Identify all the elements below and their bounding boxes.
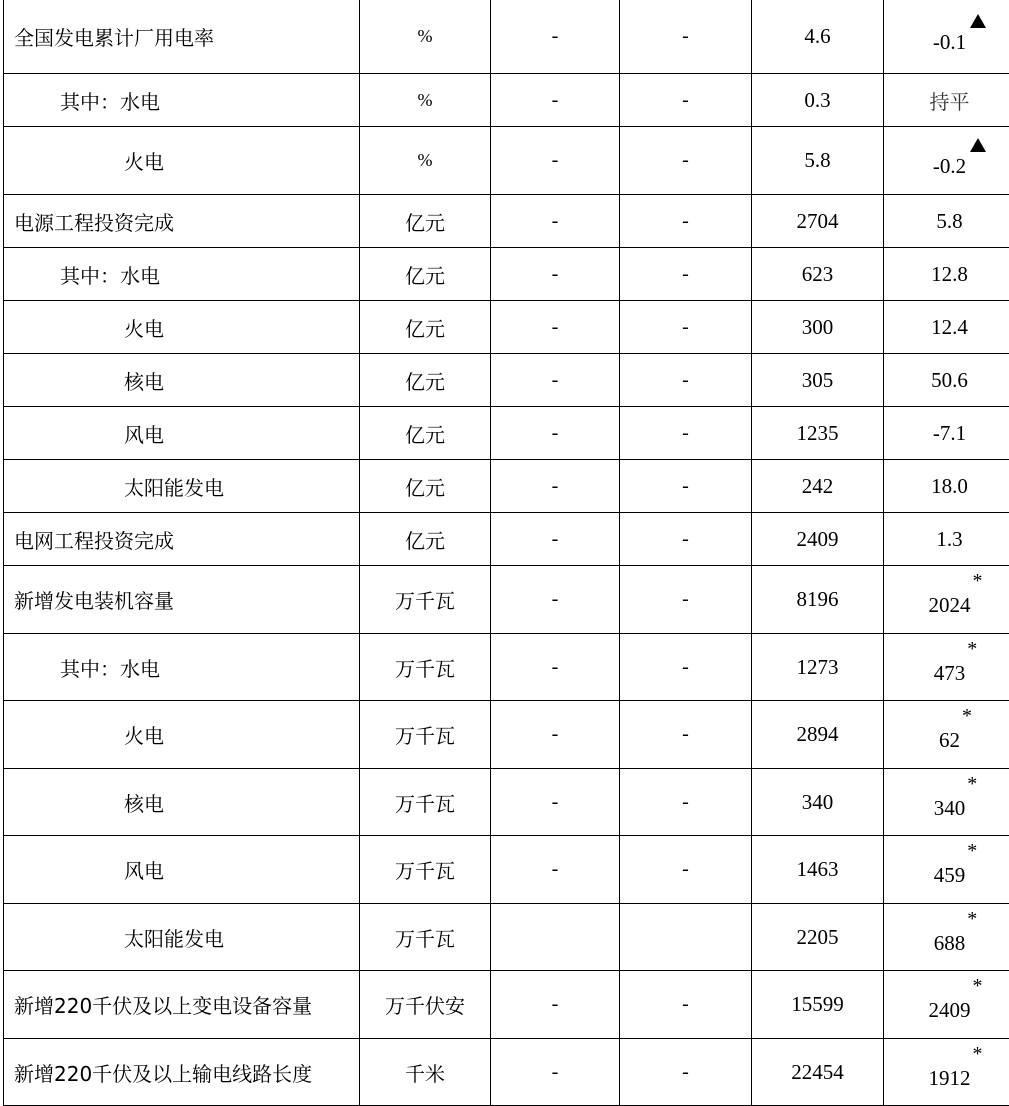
value-cell-2: - [620,127,752,195]
value-cell-1: - [491,354,620,407]
table-row [4,0,1009,74]
change-cell [884,701,1009,769]
row-label: 其中：水电 [4,248,360,301]
change-cell [884,354,1009,407]
value-cell-1: - [491,0,620,74]
value-cell-1: - [491,1039,620,1106]
row-label: 太阳能发电 [4,904,360,971]
row-label: 火电 [4,301,360,354]
value-cell-1: - [491,195,620,248]
row-label: 新增220千伏及以上变电设备容量 [4,971,360,1039]
change-cell [884,407,1009,460]
value-cell-2: - [620,634,752,701]
unit-cell: 亿元 [360,513,491,566]
change-value: 62 [939,728,960,752]
table-row [4,769,1009,836]
unit-cell: 亿元 [360,354,491,407]
value-cell-1 [491,904,620,971]
table-row [4,195,1009,248]
change-wrapper [936,527,962,552]
value-cell-2: - [620,566,752,634]
change-cell [884,513,1009,566]
row-label: 电网工程投资完成 [4,513,360,566]
value-cell-main: 2894 [752,701,884,769]
asterisk-icon: * [967,841,977,861]
change-cell [884,460,1009,513]
change-value: 1.3 [936,527,962,551]
value-cell-main: 623 [752,248,884,301]
value-cell-1: - [491,836,620,904]
change-value: 持平 [930,90,970,114]
table-row [4,513,1009,566]
value-cell-2: - [620,460,752,513]
table-row [4,634,1009,701]
change-value: 12.8 [931,262,968,286]
value-cell-2: - [620,301,752,354]
value-cell-1: - [491,460,620,513]
change-value: 12.4 [931,315,968,339]
value-cell-2: - [620,248,752,301]
value-cell-2: - [620,407,752,460]
statistics-table [3,0,1009,1106]
value-cell-main: 300 [752,301,884,354]
value-cell-main: 1463 [752,836,884,904]
row-label: 太阳能发电 [4,460,360,513]
change-cell [884,74,1009,127]
change-value: 459 [934,863,966,887]
value-cell-1: - [491,301,620,354]
value-cell-main: 15599 [752,971,884,1039]
unit-cell: 亿元 [360,407,491,460]
change-wrapper [931,474,968,499]
value-cell-1: - [491,513,620,566]
value-cell-2: - [620,513,752,566]
change-wrapper [931,368,968,393]
value-cell-main: 4.6 [752,0,884,74]
unit-cell: 亿元 [360,248,491,301]
value-cell-main: 2409 [752,513,884,566]
change-value: -7.1 [933,421,966,445]
change-value: 688 [934,931,966,955]
change-cell [884,566,1009,634]
table-body [4,0,1009,1106]
row-label: 新增发电装机容量 [4,566,360,634]
change-value: 473 [934,661,966,685]
value-cell-2 [620,904,752,971]
asterisk-icon: * [973,1044,983,1064]
table-row [4,836,1009,904]
table-row [4,1039,1009,1106]
change-value: 50.6 [931,368,968,392]
unit-cell: 万千瓦 [360,634,491,701]
change-cell [884,1039,1009,1106]
value-cell-main: 8196 [752,566,884,634]
value-cell-2: - [620,354,752,407]
change-cell [884,127,1009,195]
asterisk-icon: * [973,976,983,996]
change-cell [884,0,1009,74]
value-cell-main: 1273 [752,634,884,701]
value-cell-main: 340 [752,769,884,836]
change-cell [884,769,1009,836]
row-label: 电源工程投资完成 [4,195,360,248]
unit-cell: 千米 [360,1039,491,1106]
value-cell-1: - [491,634,620,701]
change-wrapper [930,86,970,115]
change-value: 2409 [929,998,971,1022]
change-wrapper [934,796,966,821]
value-cell-main: 0.3 [752,74,884,127]
value-cell-2: - [620,836,752,904]
asterisk-icon: * [973,571,983,591]
table-row [4,74,1009,127]
table-row [4,904,1009,971]
table-row [4,248,1009,301]
value-cell-main: 305 [752,354,884,407]
value-cell-main: 22454 [752,1039,884,1106]
change-wrapper [933,421,966,446]
row-label: 全国发电累计厂用电率 [4,0,360,74]
unit-cell: 万千瓦 [360,701,491,769]
table-row [4,354,1009,407]
value-cell-main: 2704 [752,195,884,248]
change-wrapper [934,661,966,686]
value-cell-2: - [620,195,752,248]
unit-cell: % [360,74,491,127]
table-row [4,566,1009,634]
change-cell [884,634,1009,701]
value-cell-main: 2205 [752,904,884,971]
row-label: 核电 [4,354,360,407]
value-cell-2: - [620,701,752,769]
change-wrapper [934,931,966,956]
value-cell-1: - [491,74,620,127]
asterisk-icon: * [967,909,977,929]
change-wrapper [933,30,966,55]
row-label: 风电 [4,836,360,904]
change-wrapper [929,1066,971,1091]
unit-cell: % [360,0,491,74]
change-value: 5.8 [936,209,962,233]
change-wrapper [929,998,971,1023]
change-wrapper [931,315,968,340]
table-row [4,127,1009,195]
value-cell-1: - [491,701,620,769]
row-label: 风电 [4,407,360,460]
change-cell [884,195,1009,248]
asterisk-icon: * [967,774,977,794]
change-cell [884,301,1009,354]
value-cell-2: - [620,971,752,1039]
value-cell-1: - [491,407,620,460]
row-label: 火电 [4,127,360,195]
change-value: -0.2 [933,154,966,178]
change-wrapper [933,154,966,179]
table-row [4,971,1009,1039]
table-row [4,460,1009,513]
change-cell [884,836,1009,904]
table-row [4,301,1009,354]
unit-cell: % [360,127,491,195]
value-cell-1: - [491,971,620,1039]
row-label: 其中：水电 [4,74,360,127]
asterisk-icon: * [967,639,977,659]
value-cell-main: 5.8 [752,127,884,195]
unit-cell: 万千瓦 [360,769,491,836]
table-row [4,407,1009,460]
unit-cell: 万千瓦 [360,904,491,971]
up-triangle-icon [970,138,986,152]
unit-cell: 亿元 [360,460,491,513]
unit-cell: 万千瓦 [360,566,491,634]
change-wrapper [934,863,966,888]
change-wrapper [936,209,962,234]
change-wrapper [929,593,971,618]
value-cell-1: - [491,769,620,836]
change-value: 340 [934,796,966,820]
row-label: 其中：水电 [4,634,360,701]
change-value: 2024 [929,593,971,617]
value-cell-2: - [620,0,752,74]
value-cell-2: - [620,74,752,127]
table-row [4,701,1009,769]
row-label: 新增220千伏及以上输电线路长度 [4,1039,360,1106]
unit-cell: 万千瓦 [360,836,491,904]
change-value: -0.1 [933,30,966,54]
value-cell-2: - [620,1039,752,1106]
change-cell [884,248,1009,301]
value-cell-1: - [491,127,620,195]
unit-cell: 亿元 [360,301,491,354]
unit-cell: 亿元 [360,195,491,248]
change-wrapper [939,728,960,753]
unit-cell: 万千伏安 [360,971,491,1039]
value-cell-main: 1235 [752,407,884,460]
value-cell-2: - [620,769,752,836]
value-cell-main: 242 [752,460,884,513]
row-label: 火电 [4,701,360,769]
change-wrapper [931,262,968,287]
change-value: 18.0 [931,474,968,498]
change-cell [884,971,1009,1039]
up-triangle-icon [970,14,986,28]
change-cell [884,904,1009,971]
value-cell-1: - [491,248,620,301]
row-label: 核电 [4,769,360,836]
asterisk-icon: * [962,706,972,726]
change-value: 1912 [929,1066,971,1090]
value-cell-1: - [491,566,620,634]
